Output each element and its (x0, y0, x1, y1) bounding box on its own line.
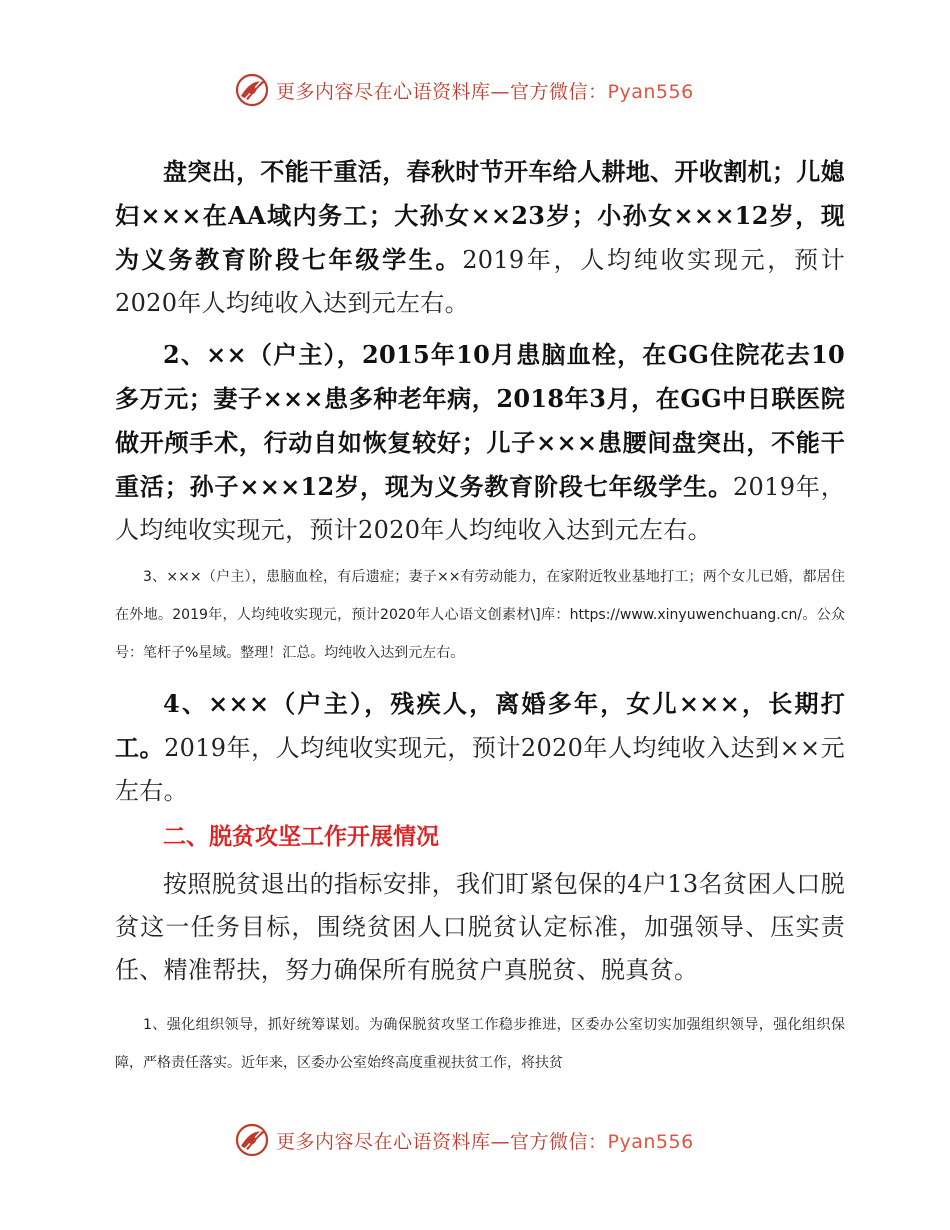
watermark-header (232, 70, 712, 110)
paragraph-overview: 按照脱贫退出的指标安排，我们盯紧包保的4户13名贫困人口脱贫这一任务目标，围绕贫困人口脱贫认定标准，加强领导、压实责任、精准帮扶，努力确保所有脱贫户真脱贫、脱真贫。 (115, 870, 845, 984)
paragraph-household-2: 2、××（户主），2015年10月患脑血栓，在GG住院花去10多万元；妻子×××患多种老年病，2018年3月，在GG中日联医院做开颅手术，行动自如恢复较好；儿子×××患腰间盘突出，不能干重活；孙子×××12岁，现为义务教育阶段七年级学生。2019年，人均纯收实现元，预计2020年人均纯收入达到元左右。 (115, 340, 845, 544)
watermark-text: 更多内容尽在心语资料库—官方微信：Pyan556 (276, 1130, 694, 1153)
paragraph-measure-1: 1、强化组织领导，抓好统筹谋划。为确保脱贫攻坚工作稳步推进，区委办公室切实加强组织领导，强化组织保障，严格责任落实。近年来，区委办公室始终高度重视扶贫工作，将扶贫 (115, 1017, 845, 1071)
document-body (115, 150, 845, 1082)
watermark-text: 更多内容尽在心语资料库—官方微信：Pyan556 (276, 80, 694, 103)
brand-logo-icon (232, 1120, 272, 1160)
paragraph-household-4: 4、×××（户主），残疾人，离婚多年，女儿×××，长期打工。2019年，人均纯收实现元，预计2020年人均纯收入达到××元左右。 (115, 689, 845, 805)
watermark-footer (232, 1120, 712, 1160)
paragraph-household-3: 3、×××（户主），患脑血栓，有后遗症；妻子××有劳动能力，在家附近牧业基地打工；两个女儿已婚，都居住在外地。2019年，人均纯收实现元，预计2020年人心语文创素材\]库：https://www.xinyuwenchuang.cn/。公众号：笔杆子%星域。整理！汇总。均纯收入达到元左右。 (115, 569, 845, 661)
brand-logo-icon (232, 70, 272, 110)
paragraph-household-1: 盘突出，不能干重活，春秋时节开车给人耕地、开收割机；儿媳妇×××在AA域内务工；大孙女××23岁；小孙女×××12岁，现为义务教育阶段七年级学生。2019年，人均纯收实现元，预计2020年人均纯收入达到元左右。 (115, 157, 845, 317)
section-heading-2: 二、脱贫攻坚工作开展情况 (163, 824, 439, 850)
